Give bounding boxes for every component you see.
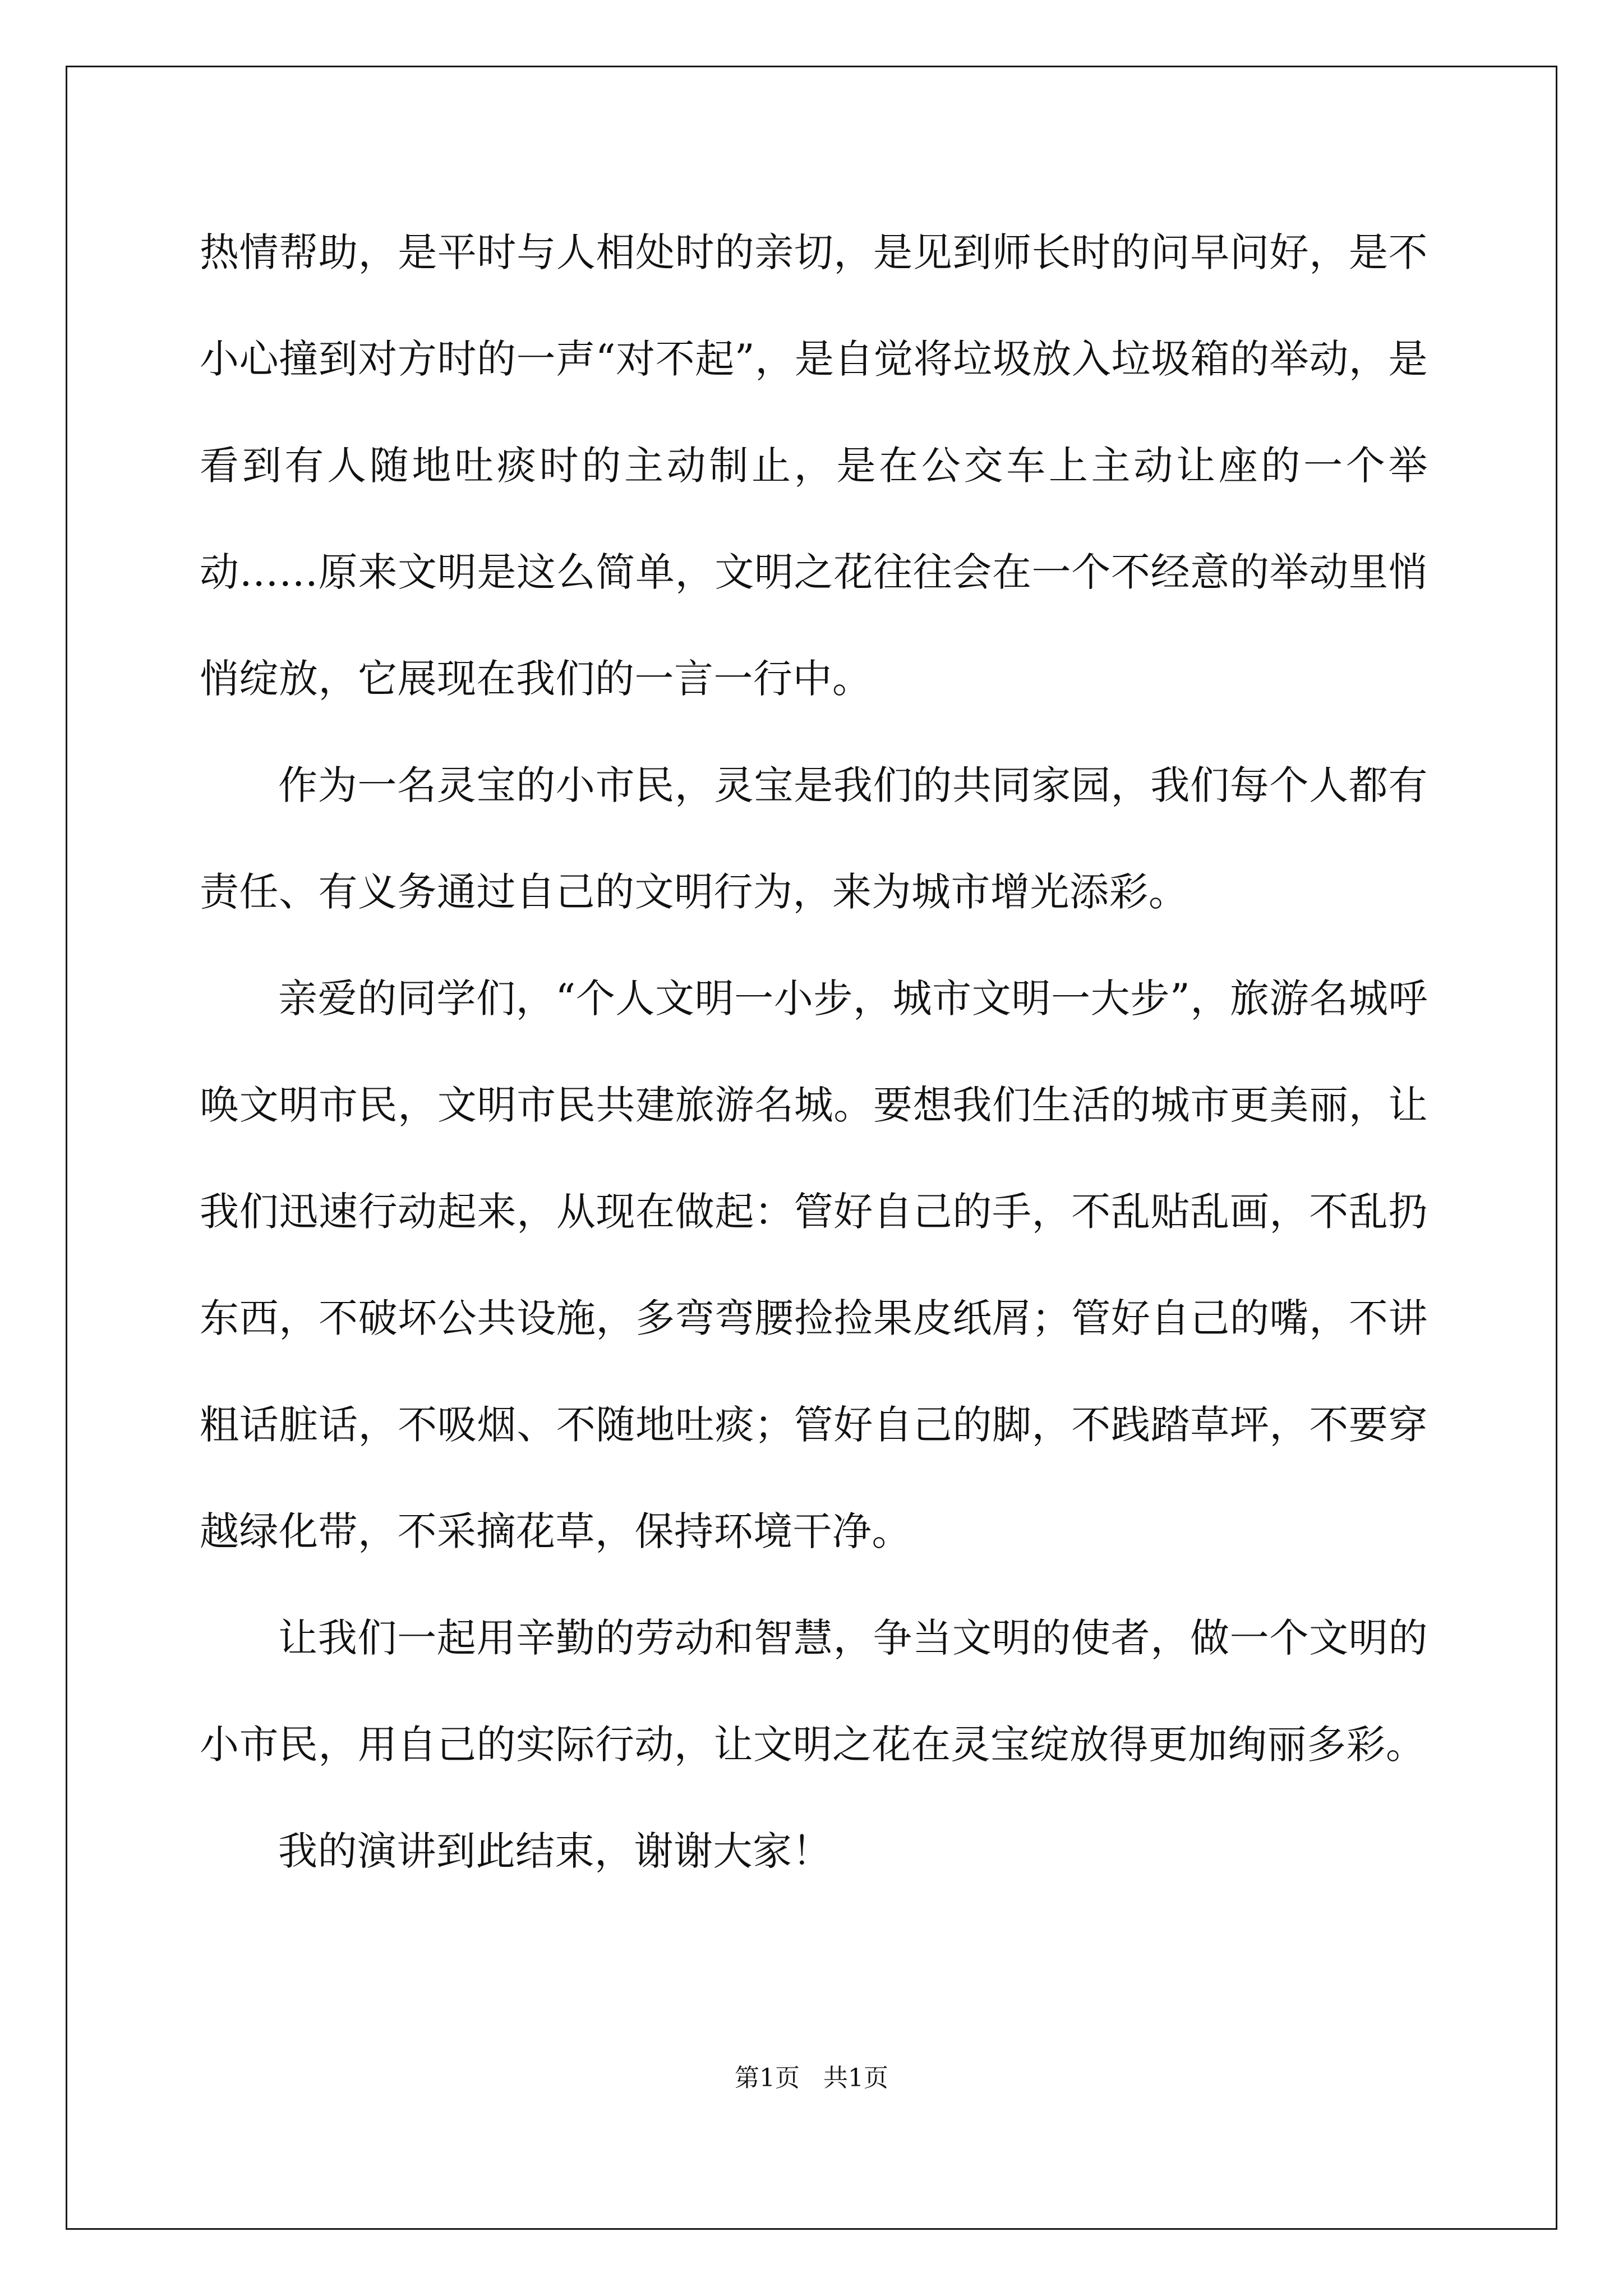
- paragraph-5: 我的演讲到此结束，谢谢大家！: [278, 1828, 832, 1874]
- paragraph-3: 亲爱的同学们，“个人文明一小步，城市文明一大步”，旅游名城呼唤文明市民，文明市民共建旅游名城。要想我们生活的城市更美丽，让我们迅速行动起来，从现在做起：管好自己的手，不乱贴乱画，不乱扔东西，不破坏公共设施，多弯弯腰捡捡果皮纸屑；管好自己的嘴，不讲粗话脏话，不吸烟、不随地吐痰；管好自己的脚，不践踏草坪，不要穿越绿化带，不采摘花草，保持环境干净。: [200, 976, 1428, 1554]
- paragraph-2: 作为一名灵宝的小市民，灵宝是我们的共同家园，我们每个人都有责任、有义务通过自己的文明行为，来为城市增光添彩。: [200, 762, 1428, 915]
- paragraph-4: 让我们一起用辛勤的劳动和智慧，争当文明的使者，做一个文明的小市民，用自己的实际行动，让文明之花在灵宝绽放得更加绚丽多彩。: [200, 1615, 1428, 1768]
- page-number-footer: 第1页 共1页: [735, 2064, 888, 2092]
- paragraph-1: 热情帮助，是平时与人相处时的亲切，是见到师长时的问早问好，是不小心撞到对方时的一声“对不起”，是自觉将垃圾放入垃圾箱的举动，是看到有人随地吐痰时的主动制止，是在公交车上主动让座的一个举动……原来文明是这么简单，文明之花往往会在一个不经意的举动里悄悄绽放，它展现在我们的一言一行中。: [200, 229, 1428, 702]
- document-body: [200, 199, 1428, 1904]
